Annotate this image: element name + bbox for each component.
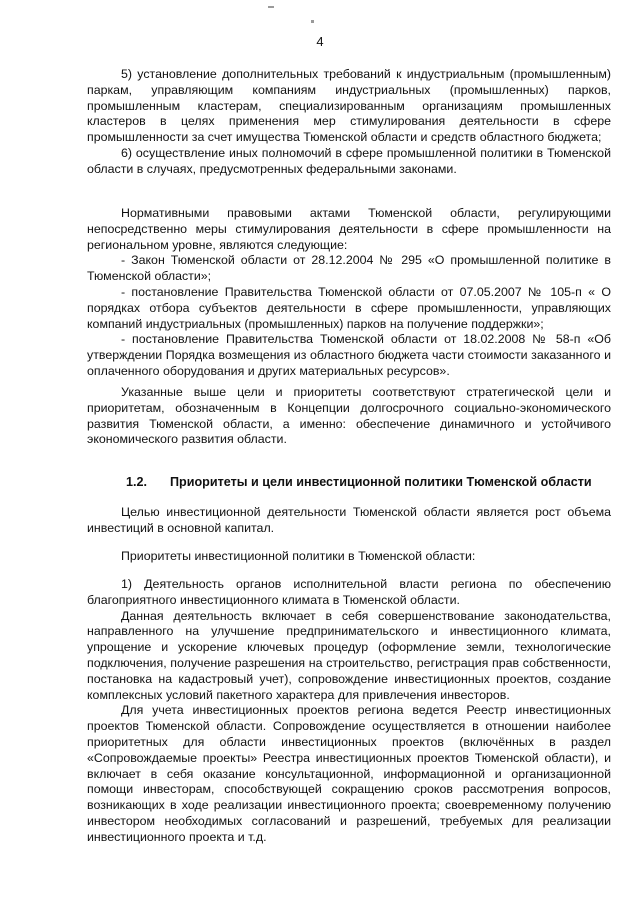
scan-speck [311, 20, 314, 23]
paragraph-strategy: Указанные выше цели и приоритеты соответствуют стратегической цели и приоритетам, обозначенным в Концепции долгосрочного социально-экономического развития Тюменской области, а именно: обеспечение динамичного и устойчивого экономического развития области. [87, 385, 611, 447]
paragraph-item-5: 5) установление дополнительных требований к индустриальным (промышленным) паркам, управляющим компаниям индустриальных (промышленных) парков, промышленным кластерам, специализированным организациям промышленных кластеров в целях применения мер стимулирования деятельности в сфере промышленности за счет имущества Тюменской области и средств областного бюджета; [87, 67, 611, 145]
page-number: 4 [316, 34, 324, 49]
block-priority-1 [87, 577, 611, 846]
paragraph-decree-58: - постановление Правительства Тюменской области от 18.02.2008 № 58-п «Об утверждении Порядка возмещения из областного бюджета части стоимости заказанного и оплаченного оборудования и других материальных ресурсов». [87, 332, 611, 378]
block-investment-goal [87, 505, 611, 537]
scan-speck [268, 6, 274, 8]
section-number: 1.2. [126, 475, 148, 489]
paragraph-priority-1: 1) Деятельность органов исполнительной власти региона по обеспечению благоприятного инвестиционного климата в Тюменской области. [87, 577, 611, 607]
paragraph-item-6: 6) осуществление иных полномочий в сфере промышленной политики в Тюменской области в случаях, предусмотренных федеральными законами. [87, 145, 611, 176]
paragraph-project-registry: Для учета инвестиционных проектов региона ведется Реестр инвестиционных проектов Тюменской области. Сопровождение осуществляется в отношении наиболее приоритетных для области инвестиционных проектов (включённых в раздел «Сопровождаемые проекты» Реестра инвестиционных проектов Тюменской области), и включает в себя оказание консультационной, информационной и организационной помощи инвесторам, способствующей сокращению сроков рассмотрения вопросов, возникающих в ходе реализации инвестиционного проекта; своевременному получению инвестором необходимых согласований и разрешений, требуемых для реализации инвестиционного проекта и т.д. [87, 703, 611, 844]
paragraph-acts-intro: Нормативными правовыми актами Тюменской области, регулирующими непосредственно меры стимулирования деятельности в сфере промышленности на региональном уровне, являются следующие: [87, 206, 611, 252]
paragraph-law-295: - Закон Тюменской области от 28.12.2004 № 295 «О промышленной политике в Тюменской области»; [87, 253, 611, 284]
section-heading [126, 474, 616, 490]
block-strategy [87, 385, 611, 448]
paragraph-goal: Целью инвестиционной деятельности Тюменской области является рост объема инвестиций в основной капитал. [87, 505, 611, 535]
paragraph-priorities-intro: Приоритеты инвестиционной политики в Тюменской области: [121, 549, 476, 563]
block-authorities-list [87, 67, 611, 178]
block-priorities-intro [87, 549, 611, 565]
block-legal-acts [87, 206, 611, 380]
section-title: Приоритеты и цели инвестиционной политики Тюменской области [170, 475, 592, 489]
paragraph-decree-105: - постановление Правительства Тюменской области от 07.05.2007 № 105-п « О порядках отбора субъектов деятельности в сфере промышленности, управляющих компаний индустриальных (промышленных) парков на получение поддержки»; [87, 284, 611, 331]
paragraph-activity-description: Данная деятельность включает в себя совершенствование законодательства, направленного на улучшение предпринимательского и инвестиционного климата, упрощение и ускорение ключевых процедур (оформление земли, технологические подключения, получение разрешения на строительство, регистрация прав собственности, постановка на кадастровый учет), сопровождение инвестиционных проектов, создание комплексных условий пакетного характера для привлечения инвесторов. [87, 608, 611, 702]
